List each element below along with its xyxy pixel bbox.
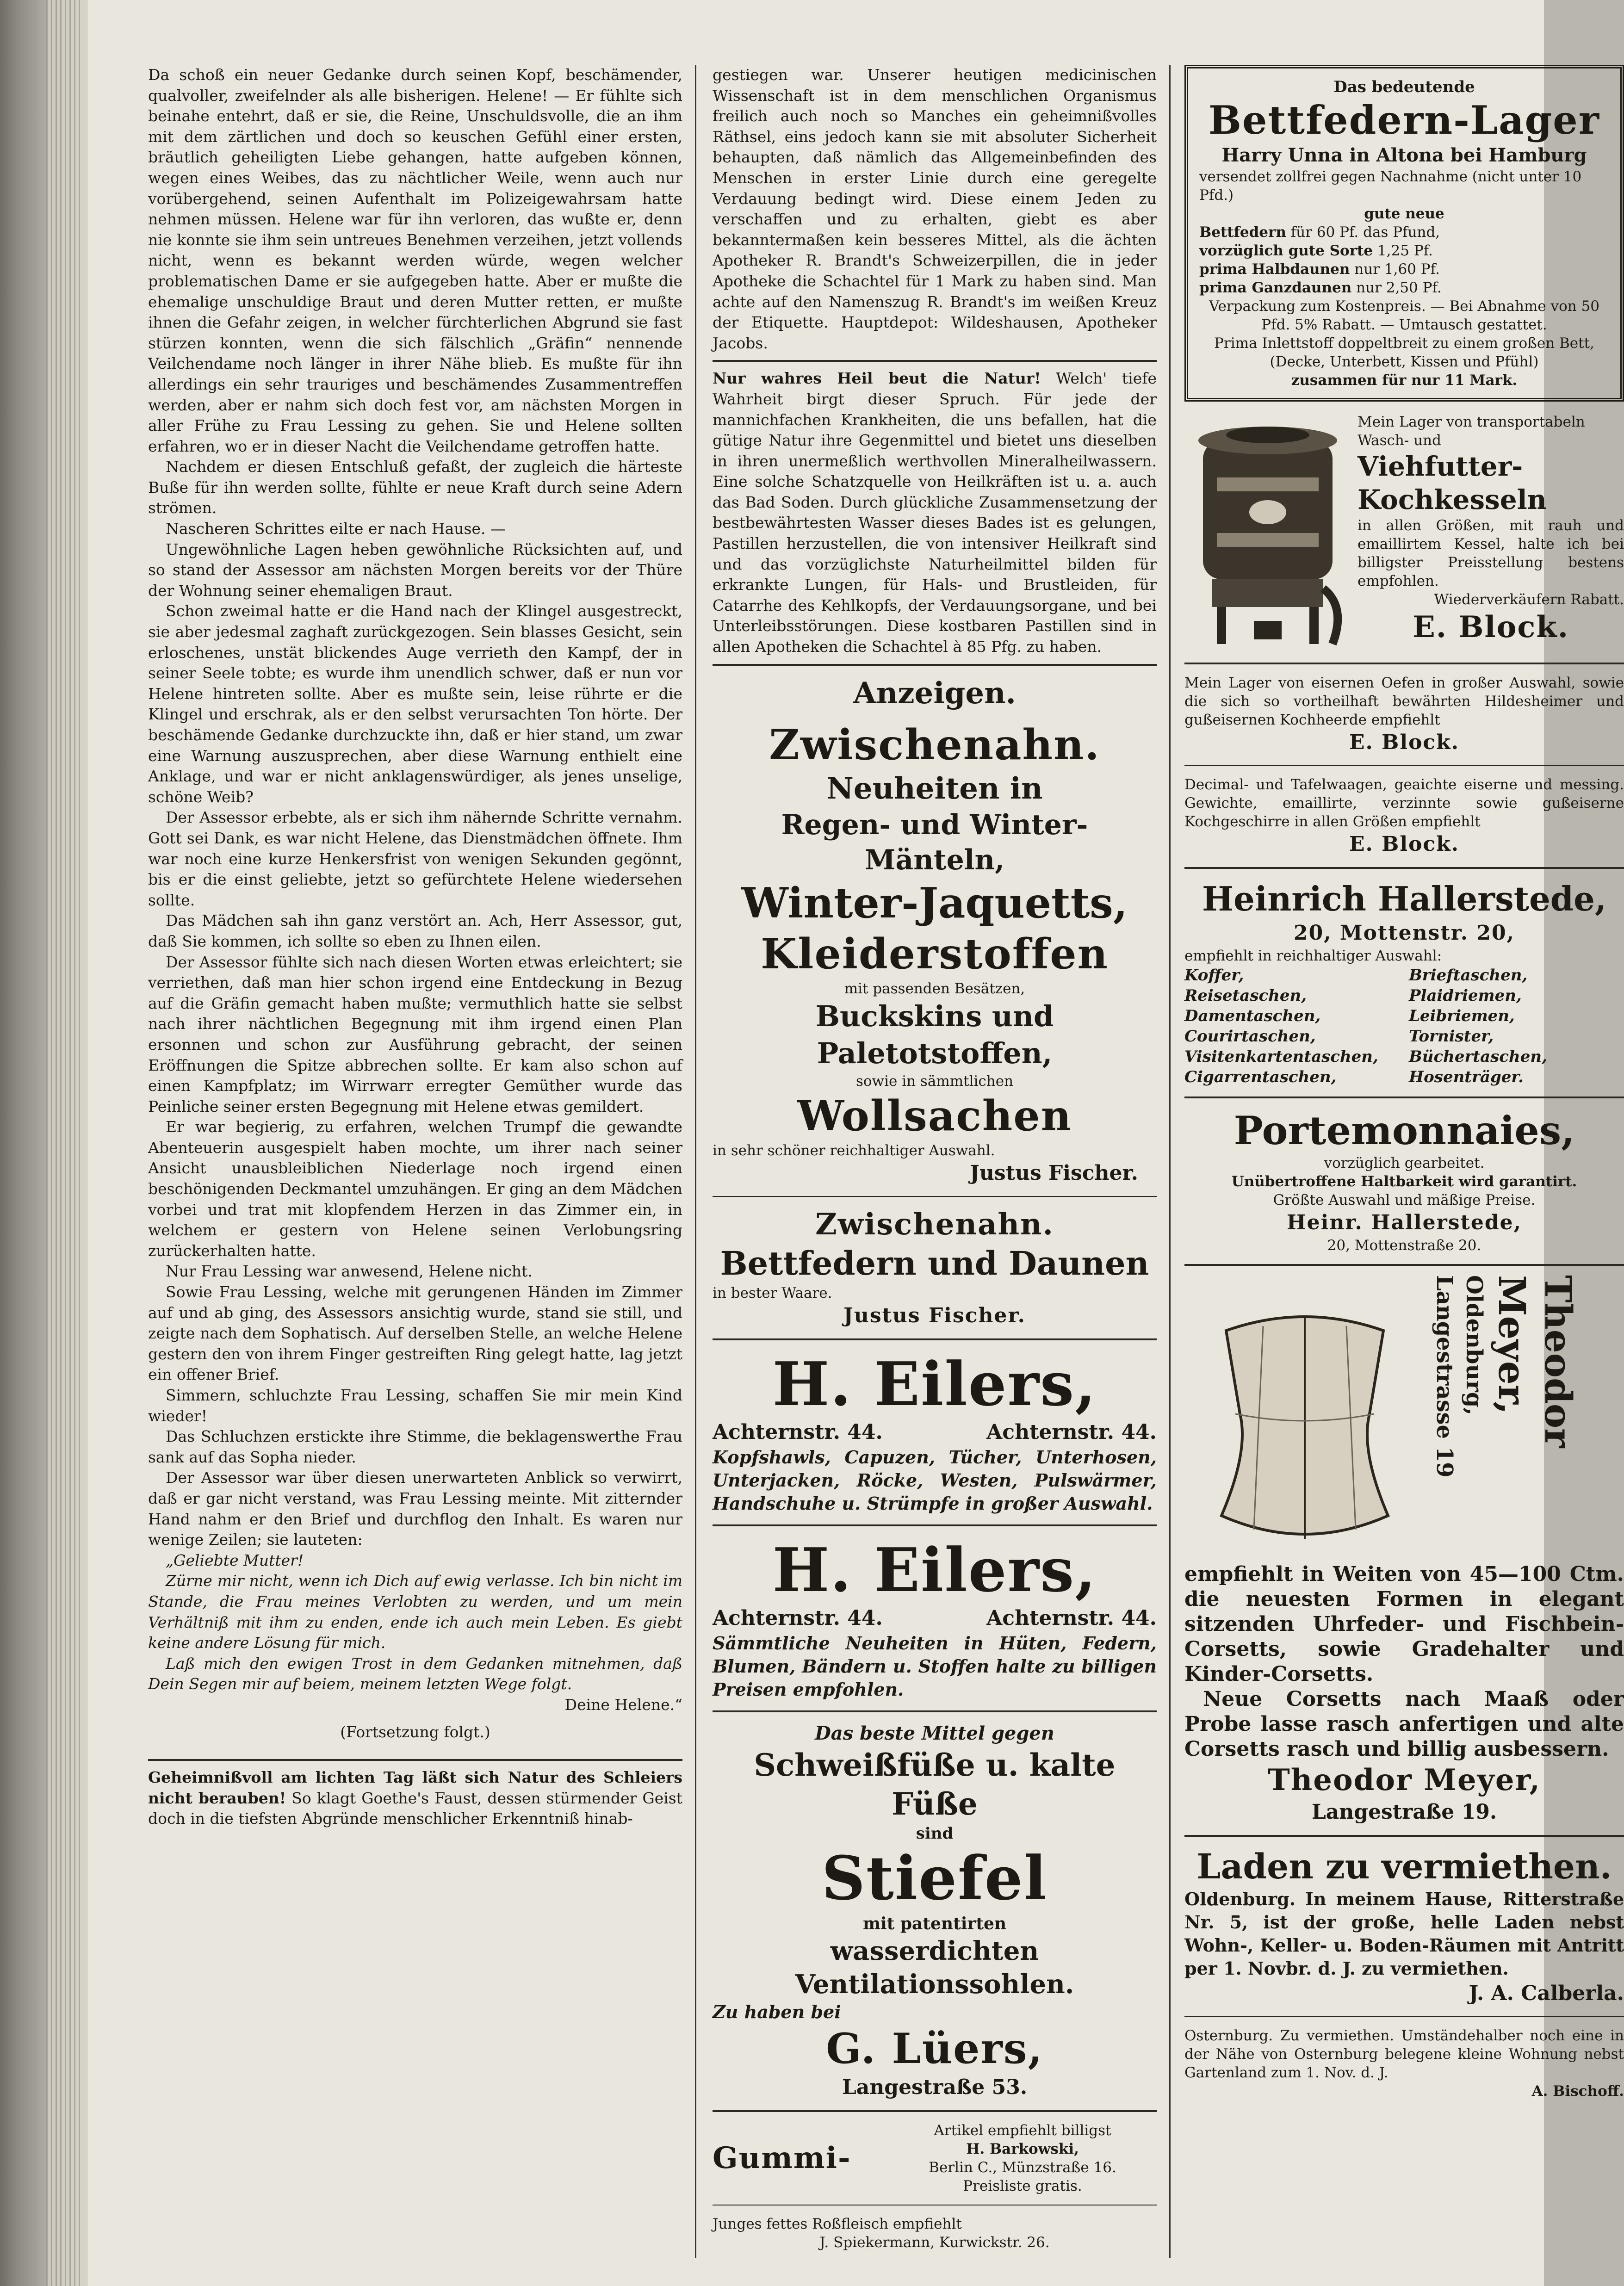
lueers-line: wasserdichten Ventilationssohlen.: [795, 1935, 1074, 2000]
book-spine: [0, 0, 88, 2286]
unna-price-row: [1199, 242, 1609, 260]
eilers1-text: Kopfshawls, Capuzen, Tücher, Unterhosen, Unterjacken, Röcke, Westen, Pulswärmer, Handschuhe u. Strümpfe in großer Auswahl.: [713, 1446, 1157, 1514]
list-item: Reisetaschen,: [1184, 986, 1307, 1005]
meyer-vertical-name: Theodor Meyer,: [1490, 1275, 1580, 1448]
unna-price-list: [1199, 223, 1609, 297]
fischer-ad: [713, 717, 1157, 1189]
lueers-line: Stiefel: [821, 1842, 1048, 1914]
lueers-name: G. Lüers,: [826, 2024, 1043, 2073]
gummi-ad: [713, 2119, 1157, 2198]
oster-name: A. Bischoff.: [1531, 2083, 1624, 2100]
block-line: Viehfutter-Kochkesseln: [1357, 451, 1547, 515]
haller-item-list: [1184, 965, 1624, 1087]
soden-text: Welch' tiefe Wahrheit birgt dieser Spruch. Für jede der mannichfachen Krankheiten, die uns befallen, hat die gütige Natur ihre Gegenmittel und bietet uns dieselben in ihren unermeßlich werthvollen Mineralheilwassern. Eine solche Schatzquelle von Heilkräften ist u. a. auch das Bad Soden. Durch glückliche Zusammensetzung der bestbewährtesten Wasser dieses Bades ist es gelungen, Pastillen herzustellen, die von intensiver Heilkraft sind und das vorzüglichste Naturheilmittel bilden für erkrankte Lungen, für Hals- und Brustleiden, für Catarrhe des Kehlkopfs, der Verdauungsorgane, und bei Unterleibsstörungen. Diese kostbaren Pastillen sind in allen Apotheken die Schachtel à 85 Pfg. zu haben.: [713, 369, 1157, 656]
price-value: nur 1,60 Pf.: [1354, 261, 1440, 278]
fischer-line: Wollsachen: [797, 1091, 1072, 1140]
gummi-line: Preisliste gratis.: [963, 2177, 1082, 2194]
bischoff-ad: [1184, 2024, 1624, 2103]
goethe-text: So klagt Goethe's Faust, dessen stürmender Geist doch in die tiefsten Abgründe menschlicher Erkenntniß hinab-: [148, 1789, 683, 1828]
portemonnaie-ad: [1184, 1105, 1624, 1258]
fischer-line: Neuheiten in: [826, 771, 1043, 806]
meyer-addr: Langestraße 19.: [1311, 1800, 1497, 1824]
laden-title: Laden zu vermiethen.: [1196, 1847, 1612, 1887]
gummi-details: [888, 2121, 1157, 2195]
haller-line: empfiehlt in reichhaltiger Auswahl:: [1184, 948, 1442, 964]
price-value: für 60 Pf. das Pfund,: [1290, 224, 1440, 241]
block-line: in allen Größen, mit rauh und emaillirtem Kessel, halte ich bei billigster Preisstellung bestens empfohlen.: [1357, 517, 1624, 589]
divider: [1184, 765, 1624, 766]
list-item: Büchertaschen,: [1409, 1047, 1547, 1066]
block3-name: E. Block.: [1349, 832, 1460, 856]
ads-column-middle: [713, 65, 1157, 2255]
soden-bold: Nur wahres Heil beut die Natur!: [713, 369, 1041, 388]
lueers-line: Das beste Mittel gegen: [815, 1722, 1054, 1744]
meyer-top: [1184, 1275, 1624, 1562]
list-item: Leibriemen,: [1409, 1007, 1515, 1025]
eilers1-address-row: [713, 1419, 1157, 1446]
block3-text: Decimal- und Tafelwaagen, geaichte eiserne und messing. Gewichte, emaillirte, verzinnte sowie gußeiserne Kochgeschirre in allen Größen empfiehlt: [1184, 776, 1624, 830]
block-kessel-text: [1351, 413, 1624, 653]
unna-line: Prima Inlettstoff doppeltbreit zu einem großen Bett, (Decke, Unterbett, Kissen und Pfühl): [1214, 335, 1594, 370]
divider: [713, 1338, 1157, 1340]
eilers1-addr: Achternstr. 44.: [713, 1420, 883, 1444]
divider: [1184, 867, 1624, 869]
list-item: Brieftaschen,: [1409, 966, 1528, 985]
brandt-text: gestiegen war. Unserer heutigen medicinischen Wissenschaft ist in dem menschlichen Organismus freilich auch noch so Manches ein geheimnißvolles Räthsel, eins jedoch kann sie mit absoluter Sicherheit behaupten, daß nämlich das Allgemeinbefinden des Menschen in erster Linie durch eine geregelte Verdauung bedingt wird. Diese einem Jeden zu verschaffen und zu erhalten, giebt es aber bekanntermaßen kein besseres Mittel, als die ächten Apotheker R. Brandt's Schweizerpillen, die in jeder Apotheke die Schachtel für 1 Mark zu haben sind. Man achte auf den Namenszug R. Brandt's im weißen Kreuz der Etiquette. Hauptdepot: Wildeshausen, Apotheker Jacobs.: [713, 66, 1157, 352]
haller-items-left: [1184, 965, 1400, 1087]
list-item: Visitenkartentaschen,: [1184, 1047, 1378, 1066]
ross-ad: [713, 2212, 1157, 2255]
story-paragraph: Er war begierig, zu erfahren, welchen Trumpf die gewandte Abenteuerin ausgespielt haben mochte, um ihrer nach seiner Ansicht unausbleiblichen Niederlage noch irgend einen beschönigenden Deckmantel umzuhängen. Er ging an dem Mädchen vorbei und trat mit klopfendem Herzen in das Zimmer ein, in welchem er gestern von Helene seinen Verlobungsring zurückerhalten hatte.: [148, 1118, 682, 1260]
story-paragraph: Der Assessor war über diesen unerwarteten Anblick so verwirrt, daß er gar nicht verstand, was Frau Lessing meinte. Mit zitternder Hand nahm er den Brief und durchflog den Inhalt. Es waren nur wenige Zeilen; sie lauteten:: [148, 1468, 682, 1549]
divider: [148, 1759, 682, 1761]
unna-line: Bettfedern-Lager: [1209, 97, 1600, 143]
price-value: nur 2,50 Pf.: [1356, 279, 1442, 296]
eilers1-name: H. Eilers,: [772, 1348, 1097, 1419]
calberla-ad: [1184, 1843, 1624, 2010]
cooking-kettle-icon: [1184, 413, 1351, 653]
divider: [1184, 1264, 1624, 1266]
unna-line: zusammen für nur 11 Mark.: [1291, 372, 1518, 389]
list-item: Damentaschen,: [1184, 1007, 1321, 1025]
eilers2-text: Sämmtliche Neuheiten in Hüten, Federn, Blumen, Bändern u. Stoffen halte zu billigen Preisen empfohlen.: [713, 1632, 1157, 1700]
divider: [713, 360, 1157, 362]
story-paragraph: Da schoß ein neuer Gedanke durch seinen Kopf, beschämender, qualvoller, zweifelnder als alle bisherigen. Helene! — Er fühlte sich beinahe entehrt, daß er sie, die Reine, Unschuldsvolle, die an ihm mit dem zärtlichen und doch so keuschen Gefühl einer ersten, bräutlich geheiligten Liebe gehangen, hatte aufgeben können, wegen eines Weibes, das zu nächtlicher Weile, wenn auch nur vorübergehend, seinen Aufenthalt im Polizeigewahrsam hatte nehmen müssen. Helene war für ihn verloren, das wußte er, denn nie konnte sie ihm sein untreues Benehmen verzeihen, jetzt vollends nicht, wenn es bekannt werden würde, wegen welcher problematischen Dame er sie aufgegeben hatte. Aber er mußte die ehemalige unschuldige Braut und deren Mutter retten, er mußte ihnen die Gefahr zeigen, in welcher fürchterlichen Abgrund sie fast stürzen konnten, wenn die sich fälschlich „Gräfin“ nennende Veilchendame noch länger in ihrer Nähe blieb. Es mußte für ihn allerdings ein sehr trauriges und beschämendes Zusammentreffen werden, aber er nahm sich doch fest vor, am nächsten Morgen in aller Frühe zu Frau Lessing zu gehen. Sie und Helene sollten erfahren, wo er in dieser Nacht die Veilchendame getroffen hatte.: [148, 66, 682, 455]
eilers2-addr: Achternstr. 44.: [986, 1606, 1157, 1630]
block-kessel-ad: [1184, 410, 1624, 656]
fischer-line: Kleiderstoffen: [761, 929, 1109, 979]
porte-line: Portemonnaies,: [1233, 1108, 1575, 1153]
block-oefen-ad: [1184, 671, 1624, 759]
lueers-ad: [713, 1719, 1157, 2104]
fischer2-place: Zwischenahn.: [815, 1207, 1054, 1242]
story-paragraph: Sowie Frau Lessing, welche mit gerungenen Händen im Zimmer auf und ab ging, des Assessors ansichtig wurde, stand sie still, und zeigte nach dem Sophatisch. Auf derselben Stelle, an welche Helene gestern den von ihrem Finger gestreiften Ring gelegt hatte, lag jetzt ein offener Brief.: [148, 1283, 682, 1384]
unna-line: Verpackung zum Kostenpreis. — Bei Abnahme von 50 Pfd. 5% Rabatt. — Umtausch gestattet.: [1209, 298, 1599, 333]
column-rule-left: [695, 65, 696, 2258]
story-paragraph: Der Assessor erbebte, als er sich ihm nähernde Schritte vernahm. Gott sei Dank, es war nicht Helene, das Dienstmädchen öffnete. Ihm war noch eine kurze Henkersfrist von wenigen Sekunden gegönnt, bis er die einst geliebte, jetzt so gefürchtete Helene wiedersehen sollte.: [148, 808, 682, 909]
letter-line: „Geliebte Mutter!: [166, 1551, 304, 1569]
lueers-line: Zu haben bei: [713, 2001, 841, 2022]
letter-line: Zürne mir nicht, wenn ich Dich auf ewig verlasse. Ich bin nicht im Stande, die Frau meines Verlobten zu werden, und um mein Verhältniß mit ihm zu enden, ende ich auch mein Leben. Es giebt keine andere Lösung für mich.: [148, 1572, 682, 1652]
meyer-corset-ad: [1184, 1272, 1624, 1828]
divider: [713, 1196, 1157, 1197]
divider: [1184, 1097, 1624, 1098]
fischer-line: mit passenden Besätzen,: [844, 980, 1025, 997]
eilers-ad-1: [713, 1347, 1157, 1518]
divider: [1184, 2016, 1624, 2017]
eilers2-address-row: [713, 1605, 1157, 1632]
list-item: Courirtaschen,: [1184, 1027, 1316, 1046]
divider: [713, 2110, 1157, 2112]
fischer2-name: Justus Fischer.: [843, 1303, 1026, 1327]
letter-signature: Deine Helene.“: [564, 1695, 682, 1714]
price-item: prima Halbdaunen: [1199, 261, 1350, 278]
page-edges: [46, 0, 83, 2286]
block2-name: E. Block.: [1349, 731, 1460, 754]
fischer-line: Buckskins und Paletotstoffen,: [815, 999, 1054, 1070]
fischer-ad-2: [713, 1203, 1157, 1332]
lueers-line: mit patentirten: [862, 1914, 1007, 1933]
story-paragraph: Simmern, schluchzte Frau Lessing, schaffen Sie mir mein Kind wieder!: [148, 1386, 682, 1425]
meyer-text: empfiehlt in Weiten von 45—100 Ctm. die neuesten Formen in elegant sitzenden Uhrfeder- und Fischbein-Corsetts, sowie Gradehalter und Kinder-Corsetts.: [1184, 1562, 1624, 1686]
list-item: Cigarrentaschen,: [1184, 1068, 1337, 1086]
porte-line: Unübertroffene Haltbarkeit wird garantirt.: [1231, 1173, 1577, 1190]
lueers-addr: Langestraße 53.: [842, 2075, 1028, 2099]
haller-items-right: [1409, 965, 1624, 1087]
story-paragraph: Das Mädchen sah ihn ganz verstört an. Ach, Herr Assessor, gut, daß Sie kommen, ich sollte so eben zu Ihnen eilen.: [148, 911, 682, 950]
list-item: Hosenträger.: [1409, 1068, 1524, 1086]
gummi-line: Berlin C., Münzstraße 16.: [929, 2159, 1116, 2176]
story-paragraph: Ungewöhnliche Lagen heben gewöhnliche Rücksichten auf, und so stand der Assessor am nächsten Morgen bereits vor der Thüre der Wohnung seiner ehemaligen Braut.: [148, 540, 682, 600]
block2-text: Mein Lager von eisernen Oefen in großer Auswahl, sowie die sich so vortheilhaft bewährten Hildesheimer und gußeisernen Kochheerde empfiehlt: [1184, 675, 1624, 728]
laden-name: J. A. Calberla.: [1469, 1982, 1624, 2005]
porte-name: Heinr. Hallerstede,: [1287, 1211, 1522, 1234]
ads-column-right: [1184, 65, 1624, 2103]
divider: [713, 664, 1157, 666]
fischer-line: sowie in sämmtlichen: [855, 1072, 1014, 1090]
lueers-line: Schweißfüße u. kalte Füße: [754, 1747, 1116, 1822]
porte-addr: 20, Mottenstraße 20.: [1327, 1237, 1481, 1254]
story-paragraph: Nascheren Schrittes eilte er nach Hause. —: [166, 520, 506, 538]
divider: [1184, 663, 1624, 664]
eilers1-addr: Achternstr. 44.: [986, 1420, 1157, 1444]
corset-icon: [1184, 1275, 1425, 1562]
divider: [713, 1524, 1157, 1526]
fischer-line: Winter-Jaquetts,: [741, 878, 1128, 928]
unna-ad: [1184, 65, 1624, 402]
block-line: Mein Lager von transportabeln Wasch- und: [1357, 414, 1585, 449]
price-item: prima Ganzdaunen: [1199, 279, 1352, 296]
unna-line: Das bedeutende: [1333, 78, 1475, 96]
story-column: [148, 65, 682, 1829]
lueers-line: sind: [916, 1824, 954, 1843]
continuation-note: (Fortsetzung folgt.): [340, 1722, 490, 1741]
anzeigen-heading: Anzeigen.: [853, 675, 1016, 711]
porte-line: Größte Auswahl und mäßige Preise.: [1273, 1192, 1536, 1208]
unna-line: Harry Unna in Altona bei Hamburg: [1221, 144, 1587, 166]
fischer2-line: Bettfedern und Daunen: [720, 1244, 1149, 1282]
list-item: Plaidriemen,: [1409, 986, 1522, 1005]
fischer-line: Regen- und Winter-Mänteln,: [781, 808, 1088, 876]
price-value: 1,25 Pf.: [1377, 242, 1433, 259]
newspaper-page: [88, 0, 1624, 2286]
list-item: Tornister,: [1409, 1027, 1494, 1046]
meyer-name: Theodor Meyer,: [1268, 1763, 1541, 1797]
price-item: Bettfedern: [1199, 224, 1286, 241]
oster-text: Osternburg. Zu vermiethen. Umständehalber noch eine in der Nähe von Osternburg belegene kleine Wohnung nebst Gartenland zum 1. Nov. d. J.: [1184, 2027, 1624, 2081]
meyer-vertical-street: Langestrasse 19: [1432, 1275, 1457, 1478]
eilers-ad-2: [713, 1533, 1157, 1704]
haller-name: Heinrich Hallerstede,: [1202, 879, 1607, 918]
unna-price-row: [1199, 223, 1609, 242]
haller-addr: 20, Mottenstr. 20,: [1294, 921, 1515, 945]
list-item: Koffer,: [1184, 966, 1244, 985]
porte-line: vorzüglich gearbeitet.: [1324, 1155, 1485, 1171]
soden-ad: [713, 368, 1157, 657]
gummi-line: Artikel empfiehlt billigst: [934, 2122, 1111, 2139]
eilers2-addr: Achternstr. 44.: [713, 1606, 883, 1630]
fischer-line: in sehr schöner reichhaltiger Auswahl.: [713, 1142, 995, 1159]
story-paragraph: Nur Frau Lessing war anwesend, Helene nicht.: [166, 1262, 533, 1281]
story-paragraph: Der Assessor fühlte sich nach diesen Worten etwas erleichtert; sie verriethen, daß man hier schon irgend eine Entdeckung in Bezug auf die Gräfin gemacht haben mußte; vermuthlich hatte sie selbst nach ihrer nächtlichen Begegnung mit ihm irgend einen Plan ersonnen und schon zur Ausführung gebracht, der seinen Eröffnungen die Spitze abbrechen sollte. Er kam also schon auf einen Kampfplatz; im Wirrwarr erregter Gemüther wurde das Peinliche seiner ersten Begegnung mit Helene etwas gemildert.: [148, 953, 682, 1115]
hallerstede-ad: [1184, 875, 1624, 1090]
gummi-word: Gummi-: [713, 2140, 851, 2175]
unna-line: gute neue: [1364, 205, 1444, 222]
ross-line: J. Spiekermann, Kurwickstr. 26.: [819, 2234, 1050, 2251]
story-paragraph: Schon zweimal hatte er die Hand nach der Klingel ausgestreckt, sie aber jedesmal zaghaft zurückgezogen. Sein blasses Gesicht, sein erloschenes, unstät blickendes Auge verrieth den Kampf, der in seiner Seele tobte; es wurde ihm unendlich schwer, daß er nun vor Helene hintreten sollte. Aber es mußte sein, leise rührte er die Klingel und erschrak, als er den selbst verursachten Ton hörte. Der beschämende Gedanke durchzuckte ihn, daß er hier stand, um zwar eine Warnung auszusprechen, aber diese Warnung enthielt eine Anklage, und war er nicht anklagenswürdiger, als jenes unselige, schöne Weib?: [148, 602, 682, 806]
fischer-place: Zwischenahn.: [769, 720, 1100, 769]
laden-text: Oldenburg. In meinem Hause, Ritterstraße Nr. 5, ist der große, helle Laden nebst Wohn-, Keller- u. Boden-Räumen mit Antritt per 1. Novbr. d. J. zu vermiethen.: [1184, 1889, 1624, 1979]
block-line: Wiederverkäufern Rabatt.: [1434, 591, 1624, 608]
story-paragraph: Das Schluchzen erstickte ihre Stimme, die beklagenswerthe Frau sank auf das Sopha nieder.: [148, 1427, 682, 1466]
fischer2-line: in bester Waare.: [713, 1284, 832, 1301]
letter-line: Laß mich den ewigen Trost in dem Gedanken mitnehmen, daß Dein Segen mir auf beiem, meinem letzten Wege folgt.: [148, 1654, 682, 1693]
unna-price-row: [1199, 279, 1609, 297]
meyer-vertical-city: Oldenburg,: [1461, 1275, 1487, 1416]
fischer-name: Justus Fischer.: [970, 1161, 1138, 1185]
story-paragraph: Nachdem er diesen Entschluß gefaßt, der zugleich die härteste Buße für ihn werden sollte, fühlte er neue Kraft durch seine Adern strömen.: [148, 458, 682, 517]
goethe-paragraph: [148, 1767, 682, 1829]
meyer-text-2: Neue Corsetts nach Maaß oder Probe lasse rasch anfertigen und alte Corsetts rasch und billig ausbessern.: [1184, 1687, 1624, 1761]
column-rule-right: [1169, 65, 1171, 2258]
unna-price-row: [1199, 260, 1609, 279]
unna-line: versendet zollfrei gegen Nachnahme (nicht unter 10 Pfd.): [1199, 168, 1582, 204]
divider: [713, 1710, 1157, 1712]
ross-line: Junges fettes Roßfleisch empfiehlt: [713, 2215, 962, 2232]
gummi-line: H. Barkowski,: [966, 2140, 1079, 2157]
divider: [1184, 1835, 1624, 1837]
price-item: vorzüglich gute Sorte: [1199, 242, 1373, 259]
goethe-bold: Geheimnißvoll am lichten Tag läßt sich Natur des Schleiers nicht berauben!: [148, 1768, 682, 1807]
block-name: E. Block.: [1412, 610, 1569, 644]
eilers2-name: H. Eilers,: [772, 1534, 1097, 1605]
block-waagen-ad: [1184, 773, 1624, 861]
